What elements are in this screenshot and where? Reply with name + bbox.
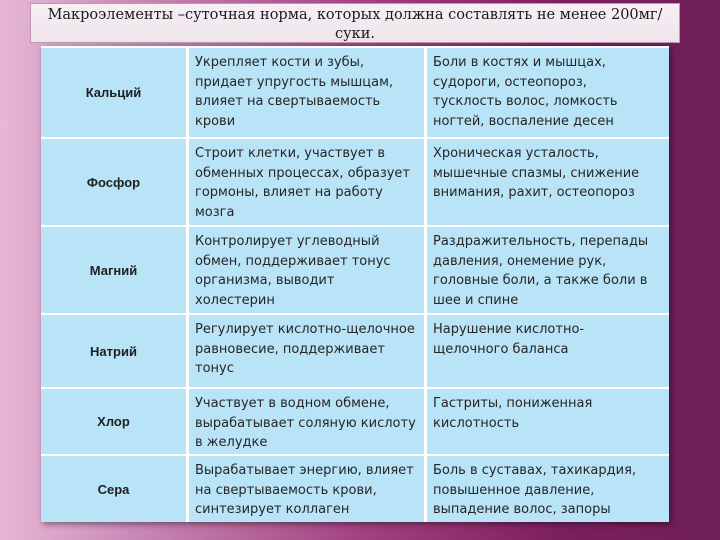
deficiency-symptoms <box>427 227 669 313</box>
role-text: Вырабатывает энергию, влияет на свертываемость крови, синтезирует коллаген <box>195 463 414 517</box>
table-row <box>41 137 669 225</box>
element-role <box>189 48 424 137</box>
deficiency-text: Гастриты, пониженная кислотность <box>433 396 593 431</box>
element-name: Натрий <box>41 315 186 387</box>
table-row <box>41 313 669 387</box>
deficiency-text: Хроническая усталость, мышечные спазмы, снижение внимания, рахит, остеопороз <box>433 146 640 200</box>
element-name: Кальций <box>41 48 186 137</box>
deficiency-text: Боли в костях и мышцах, судороги, остеопороз, тусклость волос, ломкость ногтей, воспаление десен <box>433 55 618 129</box>
deficiency-symptoms <box>427 389 669 454</box>
element-name: Фосфор <box>41 139 186 225</box>
table-row <box>41 225 669 313</box>
deficiency-symptoms <box>427 139 669 225</box>
role-text: Укрепляет кости и зубы, придает упругость мышцам, влияет на свертываемость крови <box>195 55 394 129</box>
macroelements-table <box>41 46 669 522</box>
deficiency-symptoms <box>427 456 669 522</box>
element-role <box>189 139 424 225</box>
element-role <box>189 456 424 522</box>
role-text: Контролирует углеводный обмен, поддерживает тонус организма, выводит холестерин <box>195 234 391 308</box>
element-name: Сера <box>41 456 186 522</box>
element-name: Хлор <box>41 389 186 454</box>
table-row <box>41 46 669 137</box>
element-role <box>189 315 424 387</box>
deficiency-text: Раздражительность, перепады давления, онемение рук, головные боли, а также боли в шее и спине <box>433 234 649 308</box>
slide-title: Макроэлементы –суточная норма, которых должна составлять не менее 200мг/суки. <box>30 3 680 43</box>
deficiency-text: Нарушение кислотно- щелочного баланса <box>433 322 585 357</box>
element-role <box>189 389 424 454</box>
element-role <box>189 227 424 313</box>
element-name: Магний <box>41 227 186 313</box>
role-text: Строит клетки, участвует в обменных процессах, образует гормоны, влияет на работу мозга <box>195 146 411 220</box>
role-text: Участвует в водном обмене, вырабатывает соляную кислоту в желудке <box>195 396 416 450</box>
deficiency-symptoms <box>427 315 669 387</box>
role-text: Регулирует кислотно-щелочное равновесие, поддерживает тонус <box>195 322 415 376</box>
table-row <box>41 387 669 454</box>
deficiency-symptoms <box>427 48 669 137</box>
deficiency-text: Боль в суставах, тахикардия, повышенное давление, выпадение волос, запоры <box>433 463 637 517</box>
table-row <box>41 454 669 522</box>
